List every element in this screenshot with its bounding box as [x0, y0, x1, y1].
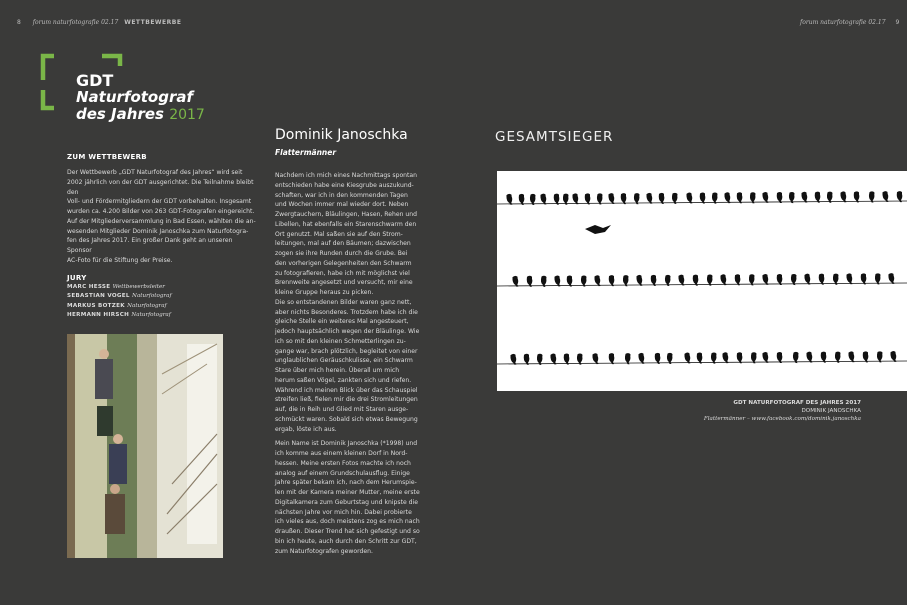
contest-paragraph	[67, 168, 257, 266]
starling-bird	[897, 191, 903, 202]
jury-member	[67, 302, 257, 312]
starling-bird	[819, 274, 825, 285]
starling-bird	[638, 353, 645, 365]
starling-bird	[659, 193, 665, 204]
article-paragraph-1-line: gange war, brach plötzlich, begleitet von einer	[275, 347, 418, 355]
starling-bird	[510, 354, 517, 366]
starling-bird	[821, 352, 827, 363]
article-paragraph-1-line: schaften, war ich in den kommenden Tagen	[275, 191, 408, 199]
starling-bird	[861, 273, 867, 284]
article-paragraph-1-line: den vorherigen Gelegenheiten den Schwarm	[275, 259, 412, 267]
article-paragraph-1-line: unglaublichen Geräuschkulisse, ein Schwarm	[275, 357, 413, 365]
starling-bird	[572, 193, 579, 205]
article-paragraph-1-line: jedoch hauptsächlich wegen der Bläulinge. Wie	[275, 328, 420, 335]
article-paragraph-1-line: gleiche Stelle ein weiteres Mal angesteuert,	[275, 318, 409, 326]
jury-member	[67, 311, 257, 321]
jury-member-role: Wettbewerbsleiter	[112, 283, 165, 290]
article-paragraph-2-line: nächsten Jahre vor mich hin. Dabei probierte	[275, 508, 412, 516]
starling-bird	[777, 352, 783, 363]
jury-member-name: HERMANN HIRSCH	[67, 312, 132, 318]
jury-member-name: SEBASTIAN VOGEL	[67, 293, 133, 299]
contest-paragraph-line: Der Wettbewerb „GDT Naturfotograf des Jahres“ wird seit	[67, 169, 243, 176]
starling-bird	[804, 273, 811, 285]
starling-bird	[506, 194, 513, 206]
starling-bird	[762, 352, 769, 364]
article-paragraph-2	[275, 439, 425, 556]
starling-bird	[735, 274, 741, 285]
article-paragraph-1-line: herum saßen Vögel, zankten sich und riefen.	[275, 376, 412, 384]
starling-bird	[806, 351, 813, 363]
starling-bird	[512, 276, 519, 288]
starling-bird	[693, 275, 699, 286]
article-paragraph-2-line: ich vieles aus, doch meistens zog es mich nach	[275, 518, 420, 526]
article-paragraph-1-line: Libellen, hat ebenfalls ein Starenschwarm den	[275, 220, 417, 228]
caption-photographer: DOMINIK JANOSCHKA	[801, 408, 861, 414]
starling-bird	[550, 353, 557, 365]
article-paragraph-1-line: Nachdem ich mich eines Nachmittags spontan	[275, 172, 418, 179]
starling-bird	[854, 191, 860, 202]
article-text	[275, 171, 425, 561]
photo-caption	[640, 399, 861, 423]
article-paragraph-1-line: aber nichts Besonderes. Trotzdem habe ich die	[275, 308, 418, 316]
group-photo-image	[67, 334, 223, 558]
article-paragraph-1-line: kleine Gruppe heraus zu picken.	[275, 289, 374, 296]
jury-member	[67, 292, 257, 302]
article-paragraph-2-line: bin ich heute, auch durch den Schritt zur GDT,	[275, 537, 417, 545]
section-name: WETTBEWERBE	[124, 19, 182, 26]
folio-left	[17, 19, 181, 26]
logo-line-des-jahres-text: des Jahres	[76, 105, 164, 123]
article-paragraph-2-line: Mein Name ist Dominik Janoschka (*1998) und	[275, 440, 418, 448]
author-name: Dominik Janoschka	[275, 127, 408, 143]
starling-bird	[777, 192, 783, 203]
starling-bird	[594, 275, 601, 287]
article-paragraph-1-line: Ort genutzt. Mal saßen sie auf den Strom-	[275, 230, 403, 238]
logo-year: 2017	[169, 107, 205, 123]
article-paragraph-2-line: ich komme aus einem kleinen Dorf in Nord-	[275, 450, 408, 457]
article-paragraph-1-line: Stare über mich herein. Überall um mich	[275, 367, 400, 374]
article-paragraph-1-line: auf, die in Reih und Glied mit Staren ausge-	[275, 406, 409, 413]
contest-heading: ZUM WETTBEWERB	[67, 153, 147, 161]
logo-text	[76, 72, 205, 124]
starling-bird	[651, 275, 657, 286]
logo-line-gdt: GDT	[76, 71, 114, 90]
jury-member-role: Naturfotograf	[127, 302, 167, 309]
photo-title: Flattermänner	[275, 148, 337, 157]
starling-bird	[609, 275, 615, 286]
jury-member-name: MARC HESSE	[67, 283, 113, 290]
article-paragraph-2-line: Jahre später bekam ich, nach dem Herumspie-	[275, 479, 417, 487]
article-paragraph-1-line: Während ich meinen Blick über das Schauspiel	[275, 386, 418, 394]
starling-bird	[609, 353, 615, 364]
overall-winner-heading: GESAMTSIEGER	[495, 129, 614, 145]
intro-column	[67, 153, 257, 321]
article-paragraph-1-line: Zwergtauchern, Bläulingen, Hasen, Rehen und	[275, 211, 418, 218]
starling-bird	[737, 192, 743, 203]
article-paragraph-2-line: hessen. Meine ersten Fotos machte ich noch	[275, 459, 411, 467]
starling-bird	[801, 191, 808, 203]
starling-bird	[554, 194, 560, 205]
starling-bird	[863, 351, 869, 362]
starling-bird	[527, 276, 533, 287]
jury-group-photo	[67, 334, 223, 558]
starling-bird	[554, 275, 561, 287]
starling-bird	[762, 274, 769, 286]
starling-bird	[720, 274, 727, 286]
contest-paragraph-line: Auf der Mitgliederversammlung in Bad Essen, wählten die an-	[67, 217, 256, 225]
starling-bird	[519, 194, 525, 205]
starling-bird	[686, 192, 693, 204]
caption-award: GDT NATURFOTOGRAF DES JAHRES 2017	[733, 400, 861, 406]
starling-bird	[737, 352, 743, 363]
jury-member-role: Naturfotograf	[132, 293, 172, 299]
starling-bird	[646, 193, 653, 205]
contest-paragraph-line: 2002 jährlich von der GDT ausgerichtet. Die Teilnahme bleibt den	[67, 178, 254, 196]
starling-bird	[724, 192, 731, 204]
starling-bird	[621, 193, 627, 204]
starlings-on-wires-image	[497, 171, 907, 391]
starling-bird	[848, 351, 855, 363]
contest-paragraph-line: AC-Foto für die Stiftung der Preise.	[67, 256, 173, 264]
article-paragraph-1-line: Brennweite angesetzt und versucht, mir eine	[275, 279, 413, 287]
winning-photo	[497, 171, 907, 391]
starling-bird	[592, 353, 599, 365]
contest-paragraph-line: wurden ca. 4.200 Bilder von 263 GDT-Fotografen eingereicht.	[67, 208, 255, 215]
article-paragraph-2-line: analog auf einem Grundschulausflug. Einige	[275, 469, 410, 477]
article-paragraph-1-line: streifen ließ, fielen mir die drei Stromleitungen	[275, 396, 418, 404]
logo-line-naturfotograf: Naturfotograf	[76, 88, 194, 106]
starling-bird	[840, 191, 847, 203]
publication-name-right: forum naturfotografie 02.17	[800, 19, 886, 26]
article-paragraph-2-line: zum Naturfotografen geworden.	[275, 547, 373, 555]
starling-bird	[608, 193, 615, 205]
starling-bird	[846, 273, 853, 285]
starling-bird	[564, 354, 570, 365]
article-paragraph-1	[275, 171, 425, 434]
contest-paragraph-line: Voll- und Fördermitgliedern der GDT vorbehalten. Insgesamt	[67, 198, 252, 206]
starling-bird	[636, 275, 643, 287]
starling-bird	[700, 193, 706, 204]
article-paragraph-1-line: Die so entstandenen Bilder waren ganz nett,	[275, 298, 412, 306]
article-paragraph-1-line: zogen sie ihre Runden durch die Grube. Bei	[275, 250, 408, 257]
article-paragraph-1-line: und Wochen immer mal wieder dort. Neben	[275, 201, 409, 209]
page-number-right: 9	[895, 19, 900, 26]
starling-bird	[678, 274, 685, 286]
jury-member-name: MARKUS BOTZEK	[67, 302, 128, 309]
starling-bird	[890, 351, 897, 363]
jury-member-role: Naturfotograf	[131, 312, 171, 318]
jury-member	[67, 283, 257, 293]
starling-bird	[585, 193, 591, 204]
article-paragraph-1-line: zu fotografieren, habe ich mit möglichst viel	[275, 269, 410, 277]
article-paragraph-1-line: entschieden habe eine Kiesgrube auszukund-	[275, 181, 414, 189]
starling-bird	[684, 352, 691, 364]
jury-list	[67, 283, 257, 321]
article-paragraph-1-line: leitungen, mal auf den Bäumen; dazwischen	[275, 240, 411, 248]
article-paragraph-2-line: len mit der Kamera meiner Mutter, meine erste	[275, 489, 420, 496]
contest-paragraph-line: wesenden Mitglieder Dominik Janoschka zum Naturfotogra-	[67, 227, 249, 235]
article-paragraph-1-line: schmückt waren. Sobald sich etwas Bewegung	[275, 415, 418, 423]
jury-heading: JURY	[67, 273, 87, 282]
article-paragraph-2-line: Digitalkamera zum Geburtstag und knipste die	[275, 498, 418, 506]
starling-bird	[777, 274, 783, 285]
caption-title-url: Flattermänner – www.facebook.com/dominik.janoschka	[703, 416, 861, 422]
starling-bird	[888, 273, 895, 285]
starling-bird	[762, 192, 769, 204]
starling-bird	[815, 192, 821, 203]
starling-bird	[882, 191, 889, 203]
publication-name-left: forum naturfotografie 02.17	[32, 19, 119, 26]
starling-bird	[567, 275, 573, 286]
starling-bird	[722, 352, 729, 364]
logo-line-des-jahres	[76, 106, 205, 124]
starling-bird	[540, 193, 547, 205]
starling-bird	[655, 353, 661, 364]
article-paragraph-1-line: ich so mit den kleinen Schmetterlingen zu-	[275, 337, 406, 345]
starling-bird	[524, 354, 530, 365]
page-number-left: 8	[17, 19, 21, 26]
starling-bird	[697, 353, 703, 364]
article-paragraph-1-line: ergab, löste ich aus.	[275, 425, 337, 433]
folio-right	[800, 19, 899, 26]
article-paragraph-2-line: draußen. Dieser Trend hat sich gefestigt und so	[275, 528, 420, 535]
contest-paragraph-line: fen des Jahres 2017. Ein großer Dank geht an unseren Sponsor	[67, 237, 233, 254]
